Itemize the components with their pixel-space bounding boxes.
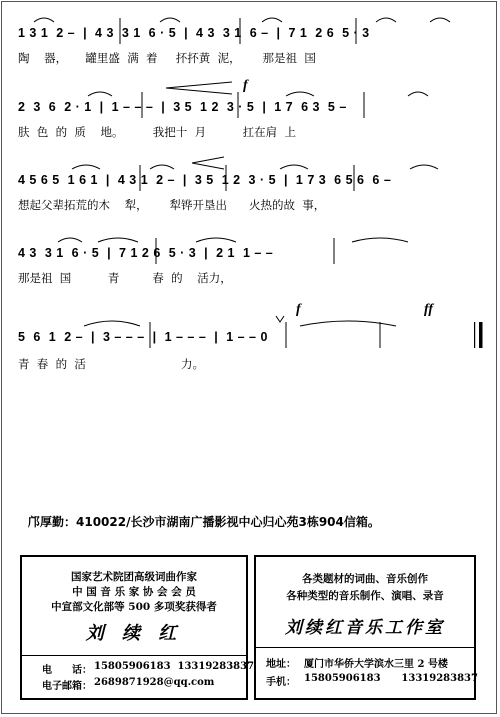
score-lyrics-line-4: 那是祖 国 青 春 的 活力， — [18, 271, 232, 285]
studio-service-1: 各类题材的词曲、音乐创作 — [302, 573, 428, 585]
score-notes-line-2: 2 3 6 2 · 1 | 1 – – – | 3 5 1 2 3 · 5 | 1 7 6 3 5 – — [18, 100, 347, 114]
address-label: 地址： — [266, 659, 296, 670]
studio-card-divider — [256, 647, 474, 648]
studio-service-2: 各种类型的音乐制作、演唱、录音 — [286, 590, 444, 602]
mobile-value: 15805906183 13319283837 — [304, 673, 478, 684]
address-value: 厦门市华侨大学滨水三里 2 号楼 — [304, 659, 448, 670]
dynamic-mark-3: ff — [424, 302, 434, 317]
email-label: 电子邮箱： — [42, 681, 92, 692]
score-lyrics-line-5: 青 春 的 活 力。 — [18, 357, 204, 371]
lyricist-contact: 邝厚勤：410022/长沙市湖南广播影视中心归心苑3栋904信箱。 — [28, 515, 380, 529]
composer-card-divider — [22, 655, 246, 656]
composer-title-2: 中 国 音 乐 家 协 会 会 员 — [72, 586, 196, 598]
score-lyrics-line-1: 陶 器， 罐里盛 满 着 抔抔黄 泥， 那是祖 国 — [18, 51, 316, 65]
studio-card — [254, 555, 476, 700]
dynamic-mark-1: f — [243, 78, 248, 93]
mobile-label: 手机： — [266, 677, 296, 688]
phone-value: 15805906183 13319283837 — [94, 661, 255, 672]
score-notes-line-3: 4 5 6 5 1 6 1 | 4 3 1 2 – | 3 5 1 2 3 · 5 | 1 7 3 6 5 6 6 – — [18, 173, 392, 187]
dynamic-mark-2: f — [296, 302, 301, 317]
studio-name: 刘续红音乐工作室 — [285, 618, 445, 638]
score-lyrics-line-3: 想起父辈拓荒的木 犁， 犁铧开垦出 火热的故 事， — [18, 198, 326, 212]
score-lyrics-line-2: 肤 色 的 质 地。 我把十 月 扛在肩 上 — [18, 125, 296, 139]
composer-title-1: 国家艺术院团高级词曲作家 — [71, 571, 197, 583]
email-value: 2689871928@qq.com — [94, 677, 215, 688]
score-notes-line-1: 1 3 1 2 – | 4 3 3 1 6 · 5 | 4 3 3 1 6 – | 7 1 2 6 5 · 3 — [18, 26, 370, 40]
composer-card — [20, 555, 255, 700]
composer-signature: 刘 续 红 — [85, 623, 183, 644]
score-notes-line-5: 5 6 1 2 – | 3 – – – | 1 – – – | 1 – – 0 — [18, 330, 268, 344]
composer-title-3: 中宣部文化部等 500 多项奖获得者 — [51, 601, 217, 613]
phone-label: 电 话： — [42, 665, 92, 676]
score-notes-line-4: 4 3 3 1 6 · 5 | 7 1 2 6 5 · 3 | 2 1 1 – – — [18, 246, 274, 260]
